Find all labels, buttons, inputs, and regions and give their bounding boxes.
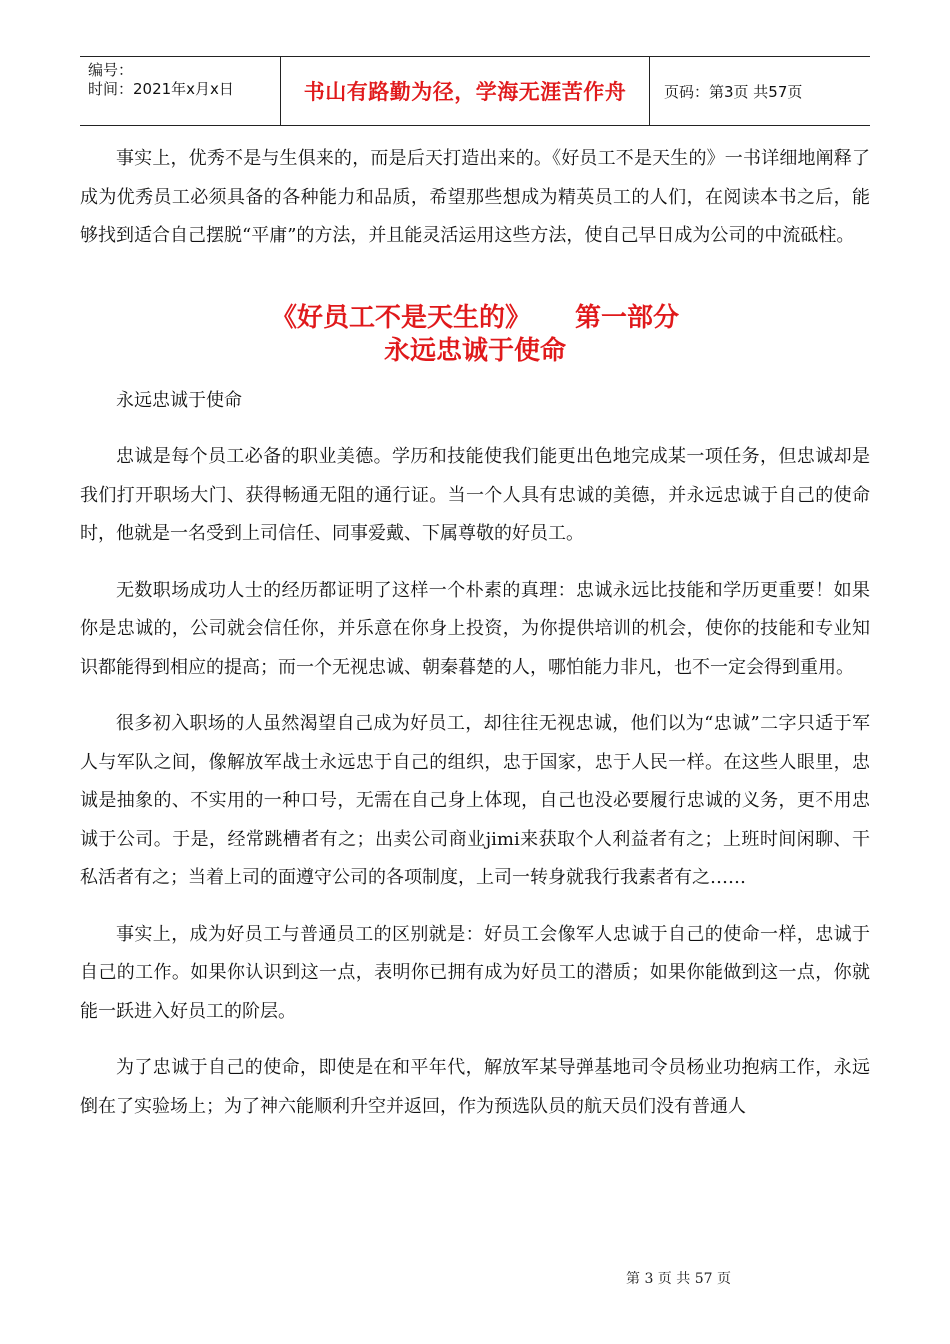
body-paragraph: 忠诚是每个员工必备的职业美德。学历和技能使我们能更出色地完成某一项任务，但忠诚却是我们打开职场大门、获得畅通无阻的通行证。当一个人具有忠诚的美德，并永远忠诚于自己的使命时，他就是一名受到上司信任、同事爱戴、下属尊敬的好员工。	[80, 446, 870, 544]
section-subheading: 永远忠诚于使命	[116, 389, 242, 411]
page-footer: 第 3 页 共 57 页	[626, 1271, 731, 1287]
section-title-part: 第一部分	[575, 302, 680, 333]
body-paragraph: 为了忠诚于自己的使命，即使是在和平年代，解放军某导弹基地司令员杨业功抱病工作，永远倒在了实验场上；为了神六能顺利升空并返回，作为预选队员的航天员们没有普通人	[80, 1057, 870, 1117]
body-paragraph: 事实上，成为好员工与普通员工的区别就是：好员工会像军人忠诚于自己的使命一样，忠诚于自己的工作。如果你认识到这一点，表明你已拥有成为好员工的潜质；如果你能做到这一点，你就能一跃进入好员工的阶层。	[80, 923, 870, 1022]
document-time: 时间：2021年x月x日	[88, 80, 234, 98]
body-paragraph: 很多初入职场的人虽然渴望自己成为好员工，却往往无视忠诚，他们以为“忠诚”二字只适于军人与军队之间，像解放军战士永远忠于自己的组织，忠于国家，忠于人民一样。在这些人眼里，忠诚是抽象的、不实用的一种口号，无需在自己身上体现，自己也没必要履行忠诚的义务，更不用忠诚于公司。于是，经常跳槽者有之；出卖公司商业jimi来获取个人利益者有之；上班时间闲聊、干私活者有之；当着上司的面遵守公司的各项制度，上司一转身就我行我素者有之……	[80, 713, 870, 888]
section-title-book: 《好员工不是天生的》	[270, 302, 531, 333]
header-motto: 书山有路勤为径，学海无涯苦作舟	[280, 57, 650, 125]
section-title-line2: 永远忠诚于使命	[383, 335, 566, 366]
document-number-label: 编号：	[88, 61, 134, 79]
body-paragraph: 无数职场成功人士的经历都证明了这样一个朴素的真理：忠诚永远比技能和学历更重要！如果你是忠诚的，公司就会信任你，并乐意在你身上投资，为你提供培训的机会，使你的技能和专业知识都能得到相应的提高；而一个无视忠诚、朝秦暮楚的人，哪怕能力非凡，也不一定会得到重用。	[80, 579, 870, 678]
header-page-info: 页码：第3页 共57页	[664, 82, 803, 101]
section-title-line1	[80, 302, 870, 335]
page-header	[80, 56, 870, 126]
header-meta	[80, 57, 280, 125]
intro-paragraph: 事实上，优秀不是与生俱来的，而是后天打造出来的。《好员工不是天生的》一书详细地阐释了成为优秀员工必须具备的各种能力和品质，希望那些想成为精英员工的人们，在阅读本书之后，能够找到适合自己摆脱“平庸”的方法，并且能灵活运用这些方法，使自己早日成为公司的中流砥柱。	[80, 148, 870, 246]
document-body	[80, 140, 870, 1126]
